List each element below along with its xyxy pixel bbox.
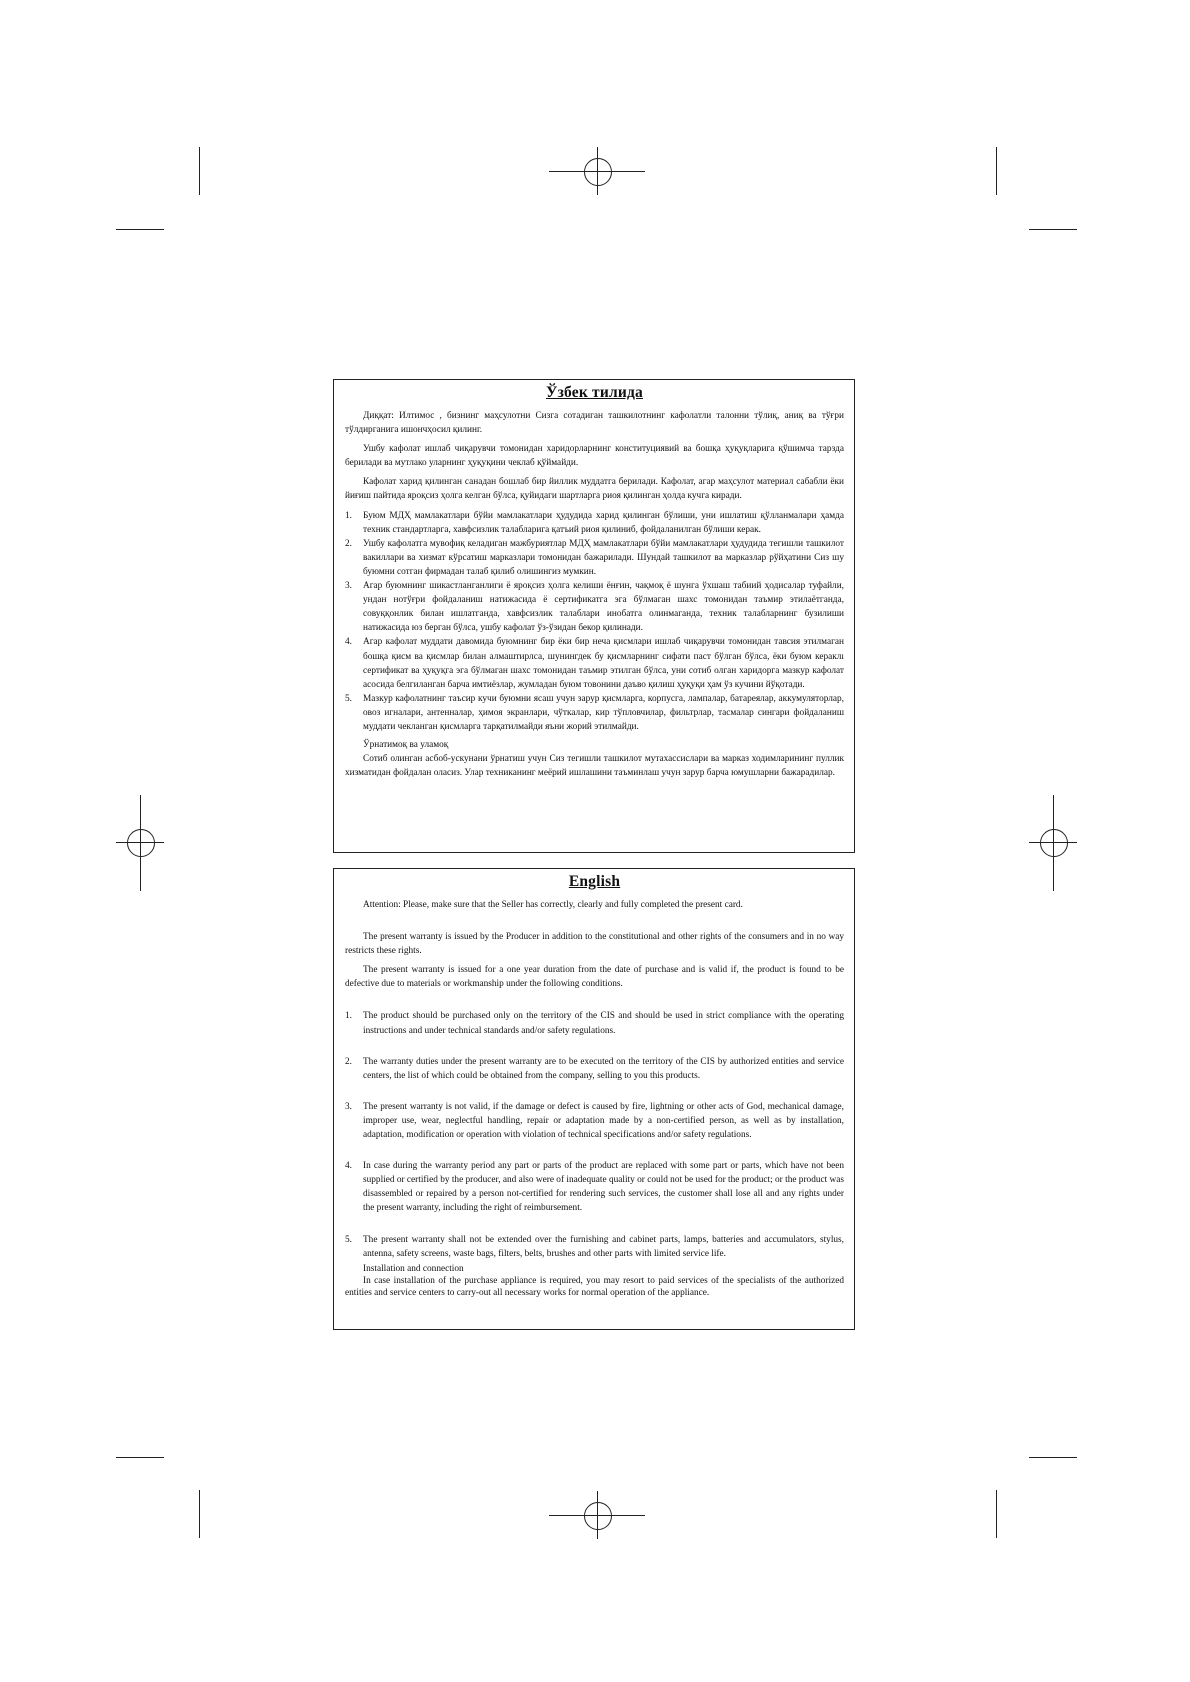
list-item: 3. Агар буюмнинг шикастланганлиги ё яроқсиз ҳолга келиши ёнғин, чақмоқ ё шунга ўхшаш табиий ҳодисалар туфайли, ундан нотўғри фойдаланиш натижасида ё сертификатга эга бўлмаган шахс томонидан таъмир этилаётганда, совуққонлик билан ишлатганда, хавфсизлик талаблари инобатга олинмаганда, техник талабларнинг бузилиши натижасида юз берган бўлса, ушбу кафолат ўз-ўзидан бекор қилинади. bbox=[345, 581, 844, 634]
list-item: 5. The present warranty shall not be extended over the furnishing and cabinet parts, lamps, batteries and accumulators, stylus, antenna, safety screens, waste bags, filters, belts, brushes and other parts with limited service life. bbox=[345, 1234, 844, 1259]
crop-mark-bottom-right-horizontal bbox=[1029, 1457, 1077, 1458]
list-item: 1. Буюм МДҲ мамлакатлари бўйи мамлакатлари ҳудудида харид қилинган бўлиши, уни ишлатиш қўлланмалари ҳамда техник стандартларга, хавфсизлик талабларига қатъий риоя қилиниб, фойдаланилган бўлиши керак. bbox=[345, 510, 844, 535]
uzbek-paragraph-rights: Ушбу кафолат ишлаб чиқарувчи томонидан харидорларнинг конституциявий ва бошқа ҳуқуқларига қўшимча тарзда берилади ва мутлако уларнинг ҳуқуқини чеклаб қўймайди. bbox=[345, 444, 844, 469]
crop-mark-top-right-horizontal bbox=[1029, 229, 1077, 230]
list-item: 4. In case during the warranty period any part or parts of the product are replaced with some part or parts, which have not been supplied or certified by the producer, and also were of inadequate quality or could not be used for the product; or the product was disassembled or repaired by a person not-certified for rendering such services, the customer shall lose all and any rights under the present warranty, including the right of reimbursement. bbox=[345, 1161, 844, 1214]
uzbek-paragraph-attention: Диққат: Илтимос , бизнинг маҳсулотни Сизга сотадиган ташкилотнинг кафолатли талонни тўлиқ, аниқ ва тўғри тўлдирганига ишончҳосил қилинг. bbox=[345, 411, 844, 436]
english-paragraph-attention: Attention: Please, make sure that the Seller has correctly, clearly and fully completed the present card. bbox=[363, 900, 743, 910]
english-warranty-section bbox=[333, 868, 855, 1330]
list-item: 3. The present warranty is not valid, if the damage or defect is caused by fire, lightning or other acts of God, mechanical damage, improper use, wear, neglectful handling, repair or adaptation made by a non-certified person, as well as by installation, adaptation, modification or operation with violation of technical specifications and/or safety regulations. bbox=[345, 1101, 844, 1141]
uzbek-install-heading: Ўрнатимоқ ва уламоқ bbox=[363, 740, 449, 751]
english-conditions-list bbox=[345, 1009, 844, 1260]
uzbek-section-title: Ўзбек тилида bbox=[546, 384, 643, 401]
english-paragraph-duration: The present warranty is issued for a one year duration from the date of purchase and is valid if, the product is found to be defective due to materials or workmanship under the following conditions. bbox=[345, 965, 844, 990]
uzbek-warranty-section bbox=[333, 379, 855, 853]
english-install-heading: Installation and connection bbox=[363, 1263, 464, 1274]
uzbek-conditions-list bbox=[345, 509, 844, 735]
list-item: 4. Агар кафолат муддати давомида буюмнинг бир ёки бир неча қисмлари ишлаб чиқарувчи томонидан тавсия этилмаган бошқа қисм ва қисмлар билан алмаштирлса, шунингдек бу қисмларнинг сифати паст бўлган бўлса, ёки буюм кераклı сертификат ва ҳуқуқга эга бўлмаган шахс томонидан таъмир этилган бўлса, уни сотиб олган харидорга мазкур кафолат асосида белгиланган барча имтиёзлар, жумладан буюм товонини даъво қилиш ҳуқуқи ҳам ўз кучини йўқотади. bbox=[345, 637, 844, 690]
uzbek-install-text: Сотиб олинган асбоб-ускунани ўрнатиш учун Сиз тегишли ташкилот мутахассислари ва марказ ходимларининг пуллик хизматидан фойдалан оласиз. Улар техниканинг меёрий ишлашини таъминлаш учун зарур барча юмушларни бажарадилар. bbox=[345, 754, 844, 779]
crop-mark-bottom-right-vertical bbox=[996, 1490, 997, 1538]
crop-mark-bottom-left-vertical bbox=[199, 1490, 200, 1538]
crop-mark-bottom-left-horizontal bbox=[116, 1457, 164, 1458]
list-item: 2. The warranty duties under the present warranty are to be executed on the territory of the CIS by authorized entities and service centers, the list of which could be obtained from the company, selling to you this products. bbox=[345, 1056, 844, 1081]
english-section-title: English bbox=[568, 873, 621, 890]
crop-mark-top-left-vertical bbox=[199, 147, 200, 195]
uzbek-paragraph-duration: Кафолат харид қилинган санадан бошлаб бир йиллик муддатга берилади. Кафолат, агар маҳсулот материал сабабли ёки йиғиш пайтида яроқсиз ҳолга келган бўлса, қуйидаги шартларга риоя қилинган ҳолда кучга киради. bbox=[345, 477, 844, 502]
list-item: 2. Ушбу кафолатга мувофиқ келадиган мажбуриятлар МДҲ мамлакатлари бўйи мамлакатлари ҳудудида тегишли ташкилот вакиллари ва хизмат кўрсатиш марказлари томонидан бажарилади. Шундай ташкилот ва марказлар рўйҳатини Сиз шу буюмни сотган фирмадан талаб қилиб олишингиз мумкин. bbox=[345, 538, 844, 577]
list-item: 5. Мазкур кафолатнинг таъсир кучи буюмни ясаш учун зарур қисмларга, корпусга, лампалар, батареялар, аккумуляторлар, овоз игналари, антенналар, ҳимоя экранлари, чўткалар, кир тўпловчилар, фильтрлар, тасмалар сингари фойдаланиш муддати чекланган қисмларга тарқатилмайди яъни жорий этилмайди. bbox=[345, 693, 844, 732]
crop-mark-top-right-vertical bbox=[996, 147, 997, 195]
english-paragraph-rights: The present warranty is issued by the Producer in addition to the constitutional and other rights of the consumers and in no way restricts these rights. bbox=[345, 932, 844, 957]
english-install-text: In case installation of the purchase appliance is required, you may resort to paid services of the specialists of the authorized entities and service centers to carry-out all necessary works for normal operation of the appliance. bbox=[345, 1275, 844, 1298]
crop-mark-top-left-horizontal bbox=[116, 229, 164, 230]
list-item: 1. The product should be purchased only on the territory of the CIS and should be used in strict compliance with the operating instructions and under technical standards and/or safety regulations. bbox=[345, 1011, 844, 1036]
